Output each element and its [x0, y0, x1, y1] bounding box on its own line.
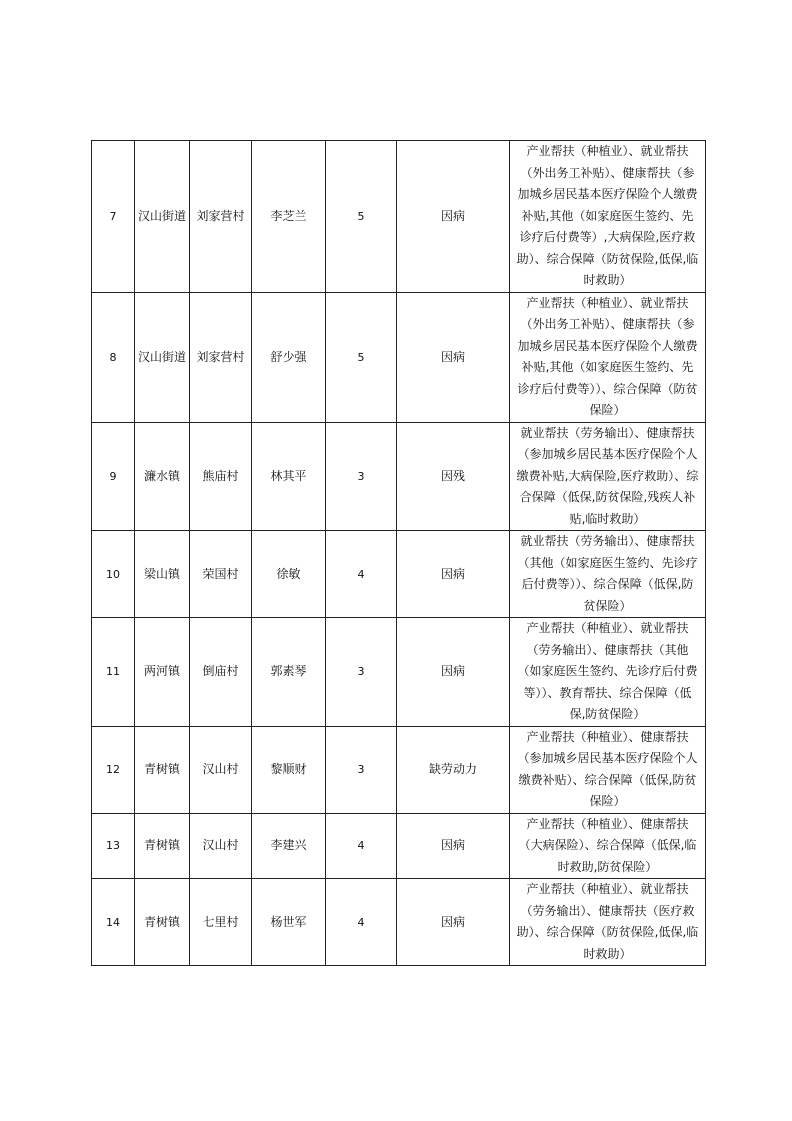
table-row [92, 141, 706, 293]
village: 刘家营村 [190, 141, 252, 293]
person-name: 杨世军 [252, 879, 326, 966]
row-number: 7 [92, 141, 135, 293]
poverty-reason: 因病 [397, 292, 510, 422]
town: 濂水镇 [135, 422, 190, 531]
village: 七里村 [190, 879, 252, 966]
person-name: 舒少强 [252, 292, 326, 422]
household-size: 5 [326, 141, 397, 293]
poverty-reason: 因残 [397, 422, 510, 531]
row-number: 12 [92, 726, 135, 813]
table-row [92, 813, 706, 879]
poverty-reason: 因病 [397, 141, 510, 293]
village: 汉山村 [190, 813, 252, 879]
row-number: 10 [92, 531, 135, 618]
row-number: 9 [92, 422, 135, 531]
assistance-measures: 产业帮扶（种植业）、就业帮扶（外出务工补贴）、健康帮扶（参加城乡居民基本医疗保险个人缴费补贴,其他（如家庭医生签约、先诊疗后付费等））、综合保障（防贫保险） [510, 292, 706, 422]
table-row [92, 292, 706, 422]
table-row [92, 879, 706, 966]
poverty-reason: 因病 [397, 531, 510, 618]
town: 汉山街道 [135, 141, 190, 293]
household-size: 3 [326, 422, 397, 531]
assistance-measures: 就业帮扶（劳务输出）、健康帮扶（参加城乡居民基本医疗保险个人缴费补贴,大病保险,医疗救助）、综合保障（低保,防贫保险,残疾人补贴,临时救助） [510, 422, 706, 531]
person-name: 李芝兰 [252, 141, 326, 293]
village: 荣国村 [190, 531, 252, 618]
household-size: 3 [326, 726, 397, 813]
assistance-measures: 产业帮扶（种植业）、健康帮扶（参加城乡居民基本医疗保险个人缴费补贴）、综合保障（低保,防贫保险） [510, 726, 706, 813]
town: 两河镇 [135, 618, 190, 727]
town: 青树镇 [135, 726, 190, 813]
person-name: 林其平 [252, 422, 326, 531]
assistance-measures: 产业帮扶（种植业）、就业帮扶（劳务输出）、健康帮扶（医疗救助）、综合保障（防贫保险,低保,临时救助） [510, 879, 706, 966]
town: 梁山镇 [135, 531, 190, 618]
household-size: 4 [326, 531, 397, 618]
town: 青树镇 [135, 879, 190, 966]
row-number: 8 [92, 292, 135, 422]
person-name: 郭素琴 [252, 618, 326, 727]
town: 青树镇 [135, 813, 190, 879]
poverty-reason: 因病 [397, 618, 510, 727]
poverty-reason: 因病 [397, 879, 510, 966]
household-size: 5 [326, 292, 397, 422]
row-number: 11 [92, 618, 135, 727]
household-size: 4 [326, 813, 397, 879]
person-name: 徐敏 [252, 531, 326, 618]
table-row [92, 422, 706, 531]
village: 汉山村 [190, 726, 252, 813]
town: 汉山街道 [135, 292, 190, 422]
table-row [92, 726, 706, 813]
assistance-measures: 产业帮扶（种植业）、就业帮扶（外出务工补贴）、健康帮扶（参加城乡居民基本医疗保险个人缴费补贴,其他（如家庭医生签约、先诊疗后付费等）,大病保险,医疗救助）、综合保障（防贫保险,低保,临时救助） [510, 141, 706, 293]
poverty-reason: 因病 [397, 813, 510, 879]
household-size: 4 [326, 879, 397, 966]
assistance-measures: 就业帮扶（劳务输出）、健康帮扶（其他（如家庭医生签约、先诊疗后付费等））、综合保障（低保,防贫保险） [510, 531, 706, 618]
person-name: 李建兴 [252, 813, 326, 879]
assistance-measures: 产业帮扶（种植业）、就业帮扶（劳务输出）、健康帮扶（其他（如家庭医生签约、先诊疗后付费等））、教育帮扶、综合保障（低保,防贫保险） [510, 618, 706, 727]
row-number: 13 [92, 813, 135, 879]
table-row [92, 531, 706, 618]
household-size: 3 [326, 618, 397, 727]
village: 倒庙村 [190, 618, 252, 727]
village: 熊庙村 [190, 422, 252, 531]
table-row [92, 618, 706, 727]
person-name: 黎顺财 [252, 726, 326, 813]
assistance-measures: 产业帮扶（种植业）、健康帮扶（大病保险）、综合保障（低保,临时救助,防贫保险） [510, 813, 706, 879]
village: 刘家营村 [190, 292, 252, 422]
poverty-reason: 缺劳动力 [397, 726, 510, 813]
household-table [91, 140, 706, 966]
row-number: 14 [92, 879, 135, 966]
